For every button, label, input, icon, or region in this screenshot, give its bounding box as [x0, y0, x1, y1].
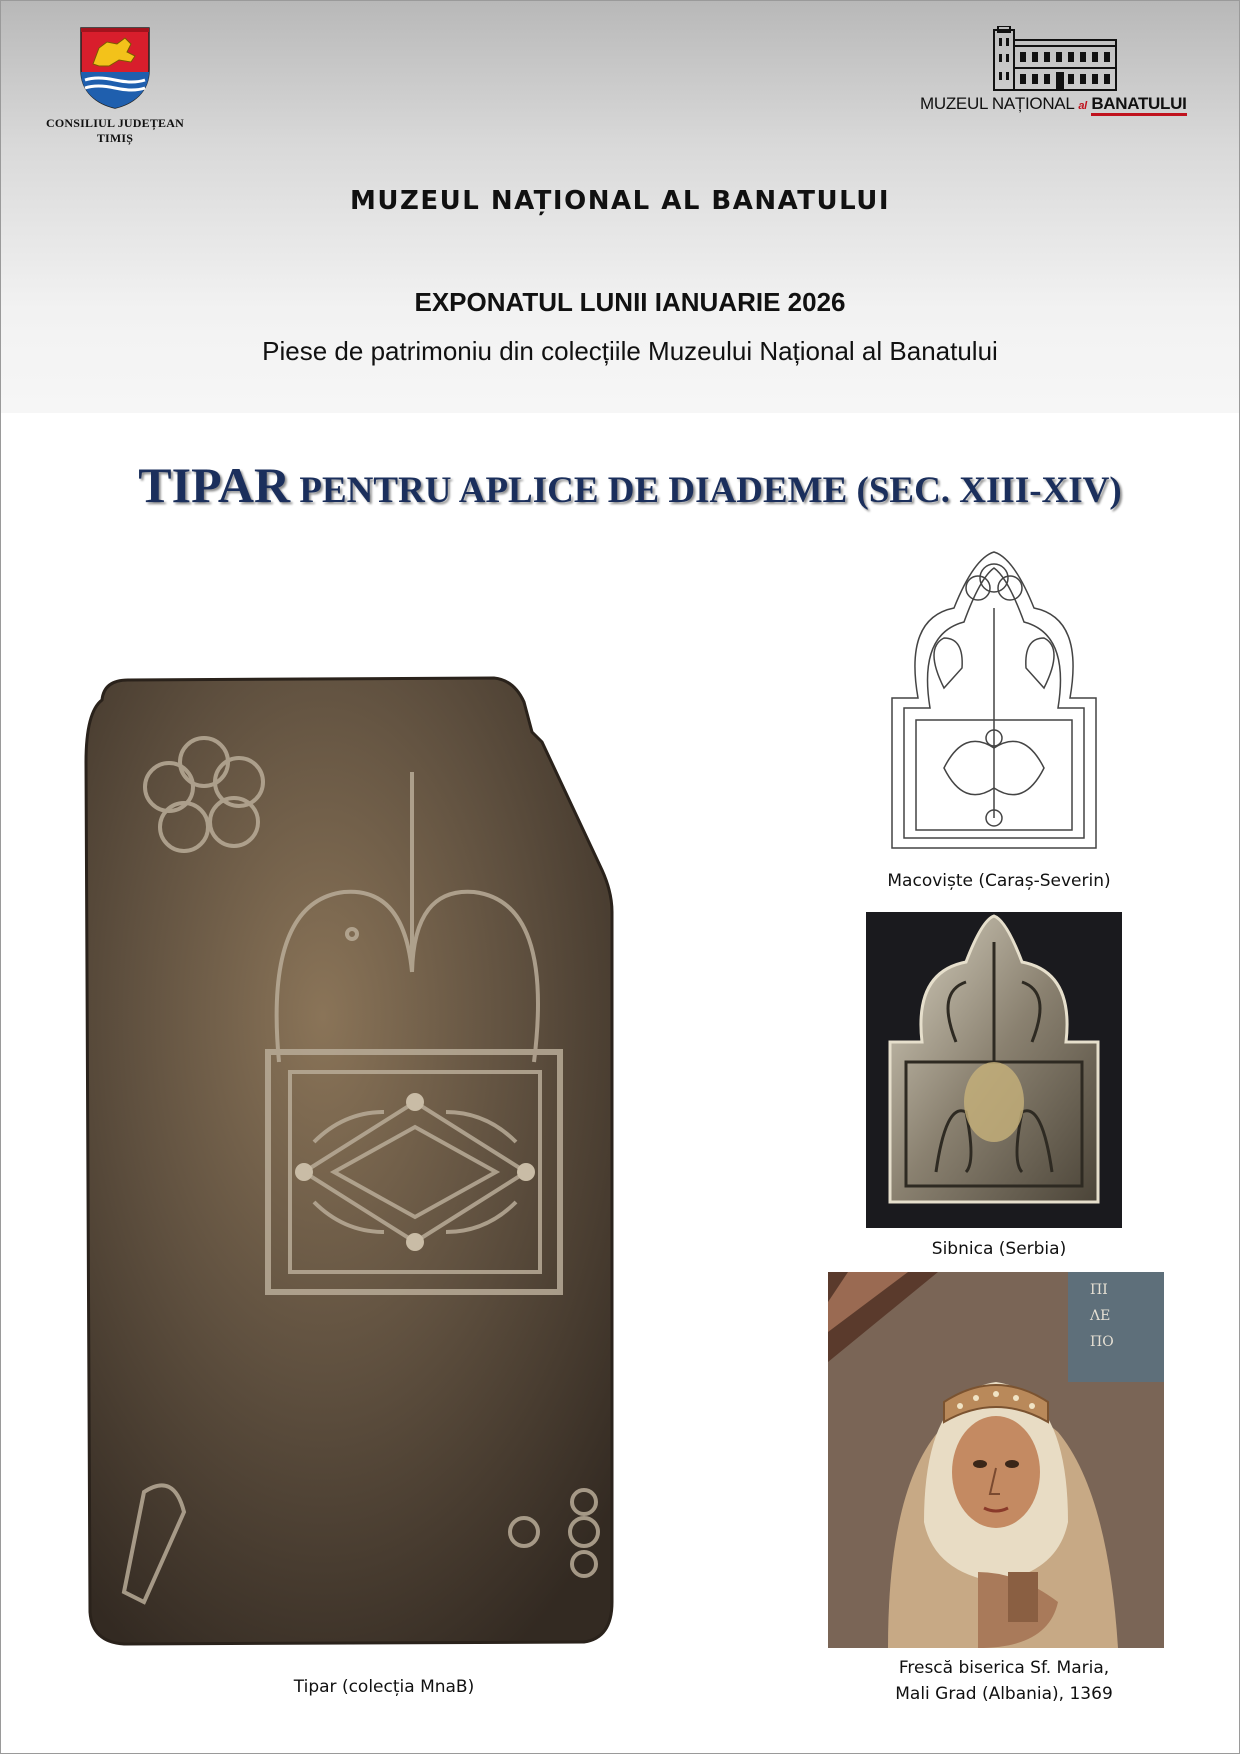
- museum-logo-part2: al: [1078, 100, 1087, 112]
- museum-logo-text: [920, 94, 1210, 114]
- diadem-drawing-icon: [884, 548, 1104, 854]
- fresco-icon: [828, 1272, 1164, 1648]
- silver-applique-icon: [866, 912, 1122, 1228]
- main-photo-caption: Tipar (colecția MnaB): [293, 1677, 475, 1697]
- fresco-caption: [834, 1655, 1174, 1707]
- bronze-mould-icon: [84, 672, 704, 1652]
- silver-caption: Sibnica (Serbia): [931, 1239, 1067, 1259]
- fresco-caption-line1: Frescă biserica Sf. Maria,: [898, 1658, 1110, 1678]
- main-title-part1: TIPAR: [138, 457, 291, 513]
- county-council-logo: [40, 26, 190, 146]
- fresco-photo: [828, 1272, 1164, 1648]
- drawing-caption: Macoviște (Caraș-Severin): [887, 871, 1111, 891]
- county-council-name: [40, 116, 190, 146]
- subtitle: Piese de patrimoniu din colecțiile Muzeului Național al Banatului: [262, 336, 998, 366]
- county-coat-of-arms-icon: [79, 26, 151, 110]
- museum-logo: [920, 26, 1210, 114]
- main-title: [0, 456, 1240, 514]
- svg-text:ΠΙ: ΠΙ: [1090, 1282, 1108, 1298]
- museum-logo-part1: MUZEUL NAȚIONAL: [920, 94, 1074, 113]
- fresco-caption-line2: Mali Grad (Albania), 1369: [895, 1684, 1113, 1704]
- exhibit-month-heading: EXPONATUL LUNII IANUARIE 2026: [414, 287, 846, 317]
- silver-applique-photo: [866, 912, 1122, 1228]
- svg-text:ΠΟ: ΠΟ: [1090, 1334, 1114, 1350]
- main-title-part2: PENTRU APLICE DE DIADEME (SEC. XIII-XIV): [290, 470, 1122, 511]
- svg-text:ΛΕ: ΛΕ: [1090, 1308, 1111, 1324]
- museum-building-icon: [990, 26, 1120, 92]
- museum-name-heading: MUZEUL NAȚIONAL AL BANATULUI: [349, 186, 891, 216]
- county-name-line2: TIMIȘ: [96, 131, 134, 145]
- county-name-line1: CONSILIUL JUDEȚEAN: [46, 116, 184, 130]
- museum-logo-part3: BANATULUI: [1091, 94, 1186, 116]
- bronze-mould-photo: [84, 672, 704, 1652]
- diadem-drawing: [884, 548, 1104, 854]
